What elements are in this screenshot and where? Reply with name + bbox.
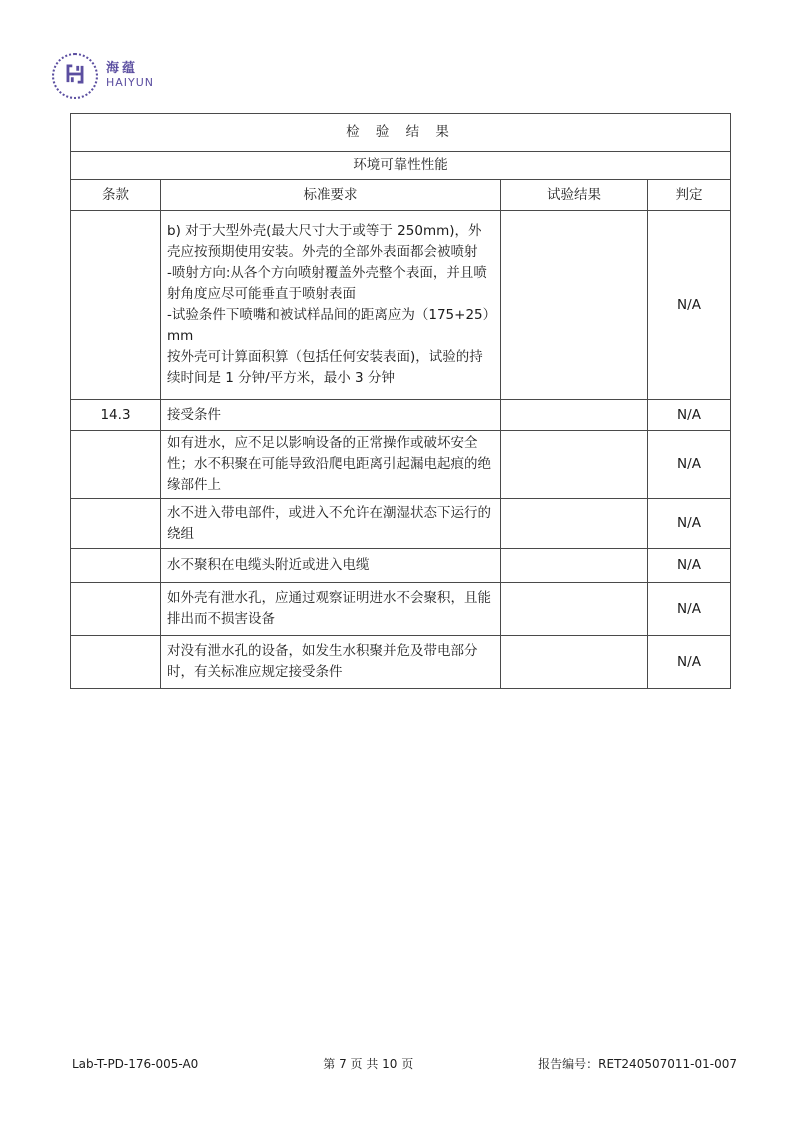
column-header-verdict: 判定 — [648, 180, 731, 211]
logo-name-cn: 海蕴 — [106, 61, 139, 77]
table-row — [71, 549, 731, 583]
logo-name-en: HAIYUN — [106, 76, 155, 90]
table-row — [71, 431, 731, 499]
result-cell — [501, 636, 648, 689]
footer-report-number: 报告编号：RET240507011-01-007 — [538, 1057, 737, 1071]
haiyun-logo-circle — [52, 53, 98, 99]
verdict-cell: N/A — [648, 431, 731, 499]
clause-cell — [71, 636, 161, 689]
verdict-cell: N/A — [648, 499, 731, 549]
result-cell — [501, 431, 648, 499]
footer-doc-code: Lab-T-PD-176-005-A0 — [72, 1057, 199, 1071]
result-cell — [501, 499, 648, 549]
page-footer — [0, 1055, 800, 1072]
haiyun-logo — [52, 53, 154, 99]
requirement-cell: 如外壳有泄水孔，应通过观察证明进水不会聚积，且能排出而不损害设备 — [161, 583, 501, 636]
column-header-result: 试验结果 — [501, 180, 648, 211]
verdict-cell: N/A — [648, 583, 731, 636]
table-title-row — [71, 114, 731, 152]
table-row — [71, 636, 731, 689]
footer-page-info: 第 7 页 共 10 页 — [323, 1057, 414, 1071]
table-section-row — [71, 152, 731, 180]
requirement-cell: 如有进水，应不足以影响设备的正常操作或破坏安全性；水不积聚在可能导致沿爬电距离引起漏电起痕的绝缘部件上 — [161, 431, 501, 499]
table-row — [71, 400, 731, 431]
haiyun-logo-text — [106, 62, 154, 90]
column-header-requirement: 标准要求 — [161, 180, 501, 211]
clause-cell — [71, 211, 161, 400]
verdict-cell: N/A — [648, 400, 731, 431]
clause-cell: 14.3 — [71, 400, 161, 431]
requirement-cell: 对没有泄水孔的设备，如发生水积聚并危及带电部分时，有关标准应规定接受条件 — [161, 636, 501, 689]
haiyun-logo-icon — [62, 61, 88, 91]
result-cell — [501, 549, 648, 583]
result-cell — [501, 400, 648, 431]
table-header-row — [71, 180, 731, 211]
section-title: 环境可靠性性能 — [71, 152, 731, 180]
clause-cell — [71, 583, 161, 636]
requirement-cell: 接受条件 — [161, 400, 501, 431]
table-row — [71, 211, 731, 400]
clause-cell — [71, 549, 161, 583]
verdict-cell: N/A — [648, 636, 731, 689]
table-row — [71, 583, 731, 636]
result-cell — [501, 583, 648, 636]
inspection-results-table — [70, 113, 731, 689]
requirement-cell: 水不聚积在电缆头附近或进入电缆 — [161, 549, 501, 583]
page-title: 检 验 结 果 — [71, 114, 731, 152]
verdict-cell: N/A — [648, 549, 731, 583]
requirement-cell: b) 对于大型外壳(最大尺寸大于或等于 250mm)，外壳应按预期使用安装。外壳的全部外表面都会被喷射 -喷射方向:从各个方向喷射覆盖外壳整个表面，并且喷射角度应尽可能垂直于喷射表面 -试验条件下喷嘴和被试样品间的距离应为（175+25）mm 按外壳可计算面积算（包括任何安装表面)，试验的持续时间是 1 分钟/平方米，最小 3 分钟 — [161, 211, 501, 400]
column-header-clause: 条款 — [71, 180, 161, 211]
verdict-cell: N/A — [648, 211, 731, 400]
result-cell — [501, 211, 648, 400]
clause-cell — [71, 499, 161, 549]
table-row — [71, 499, 731, 549]
requirement-cell: 水不进入带电部件，或进入不允许在潮湿状态下运行的绕组 — [161, 499, 501, 549]
clause-cell — [71, 431, 161, 499]
